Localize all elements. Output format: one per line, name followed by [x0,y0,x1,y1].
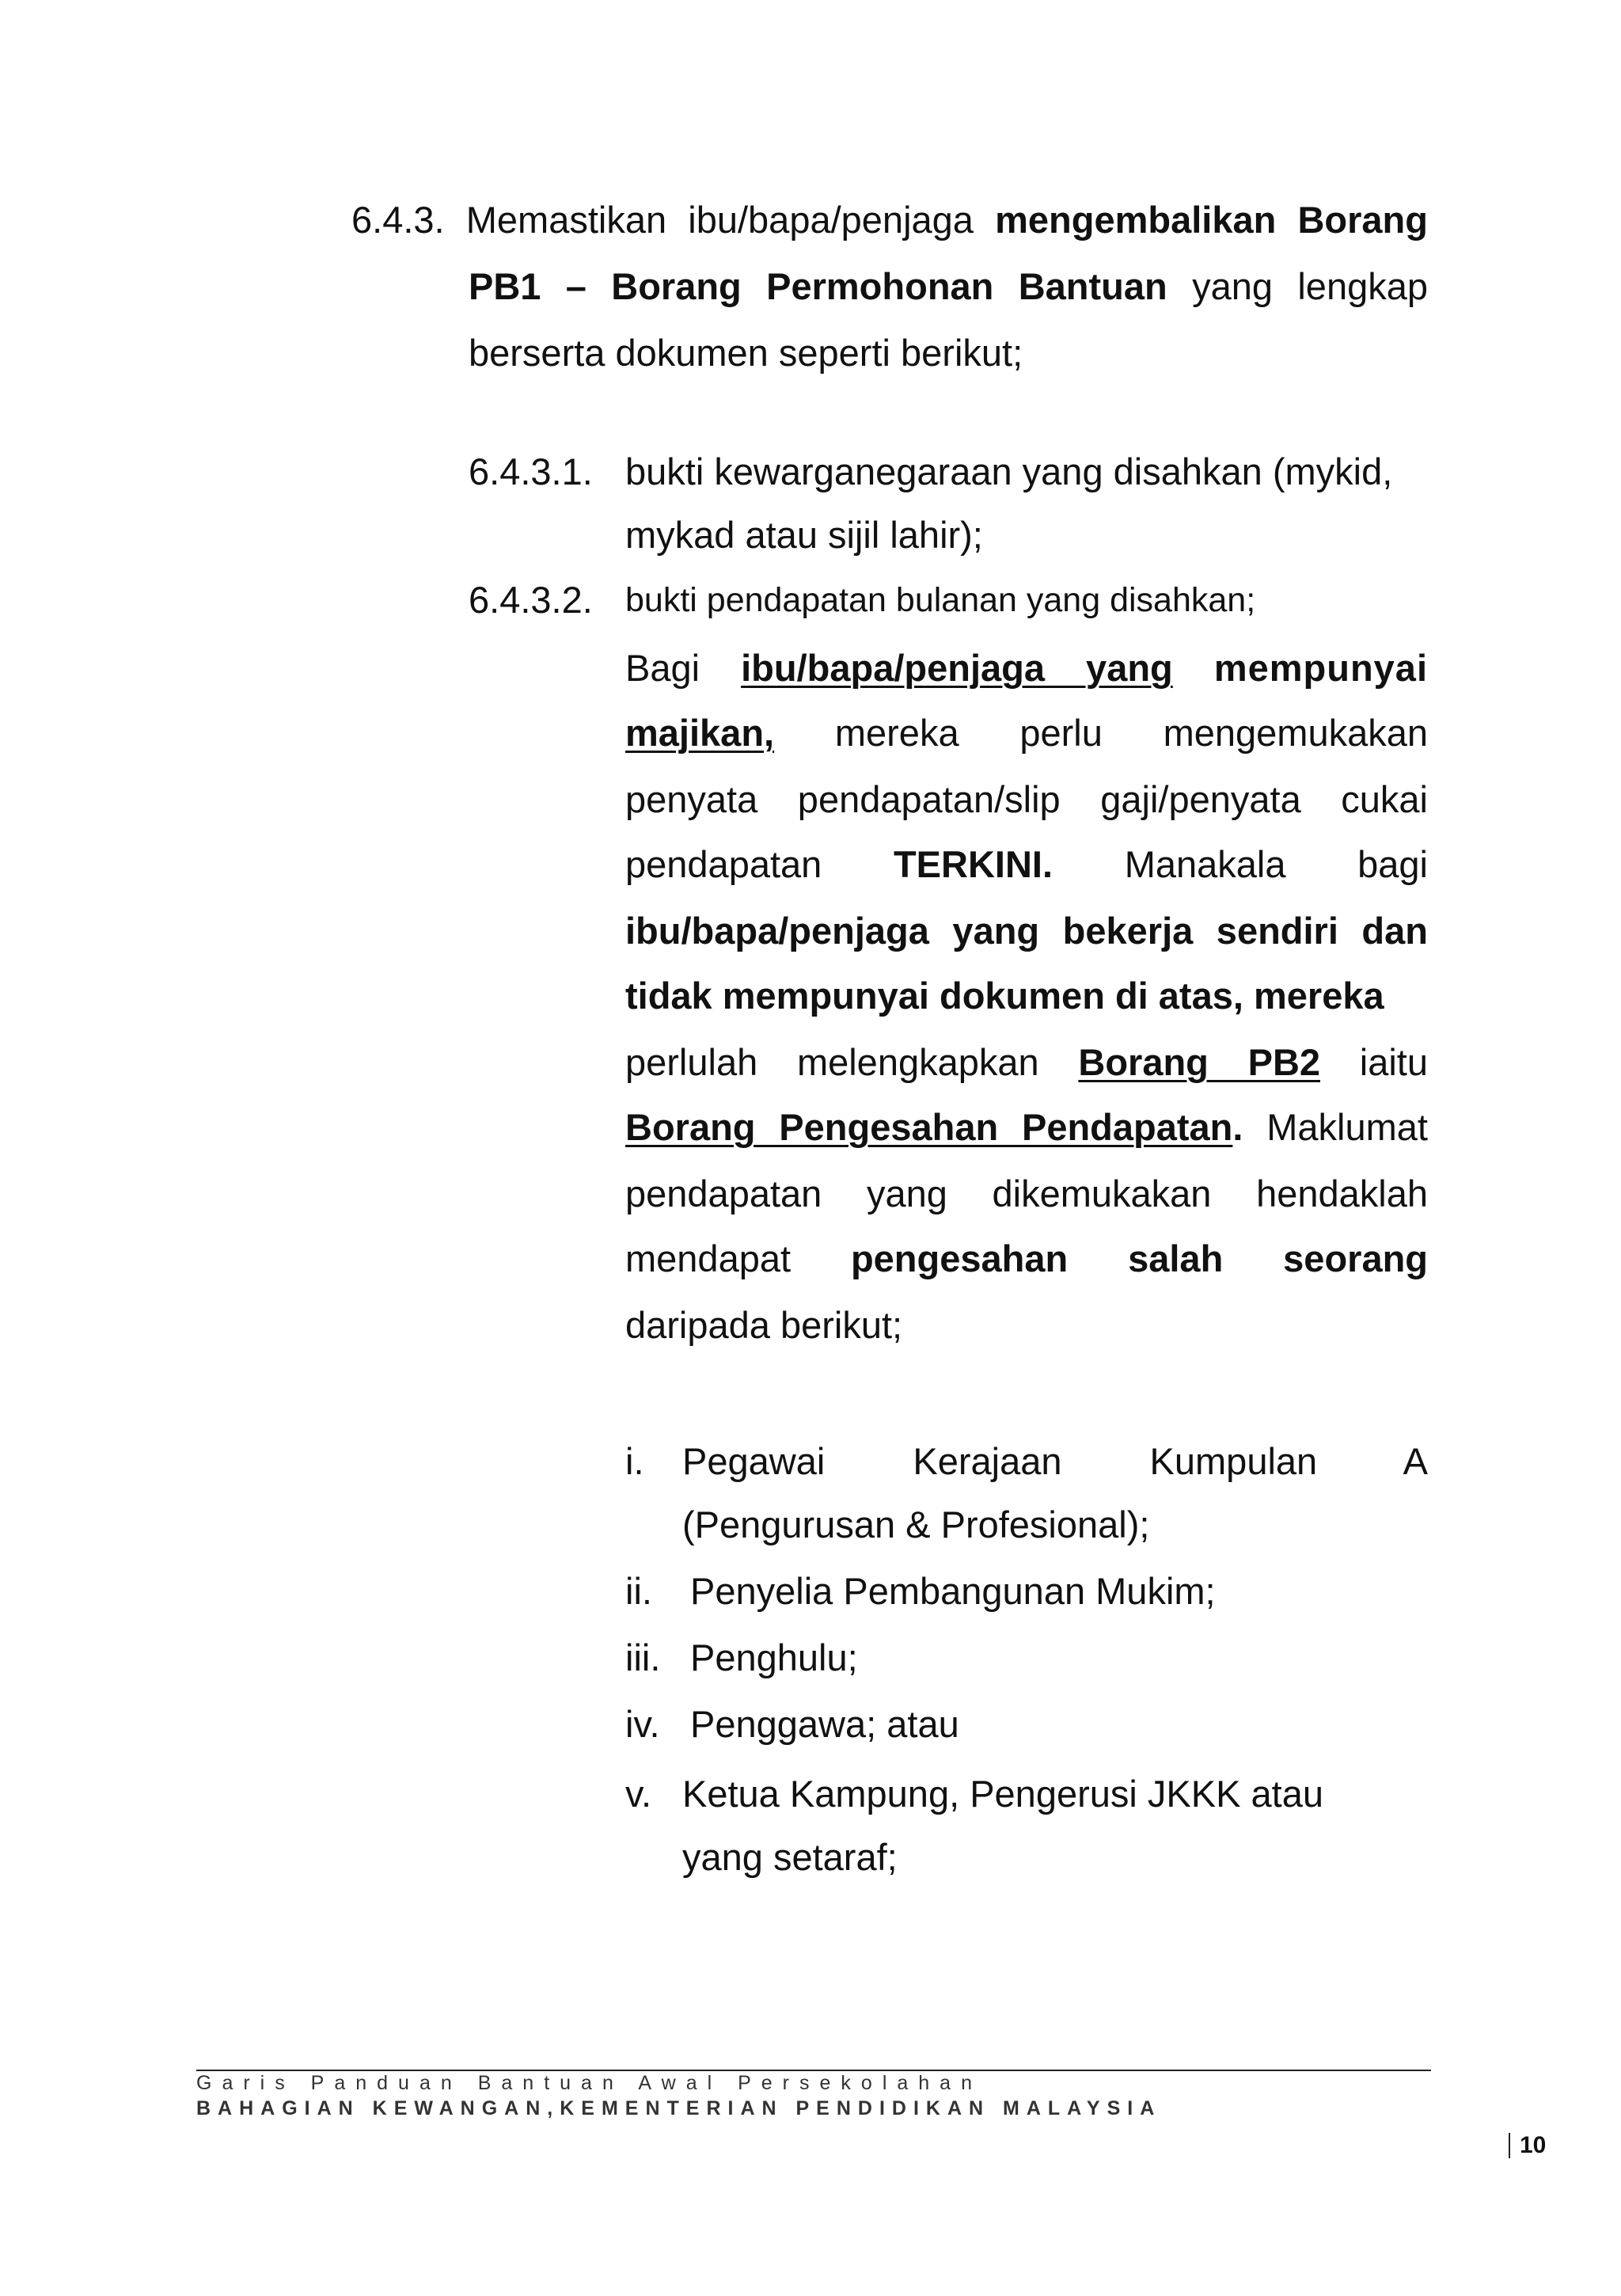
item-6431-line-1: bukti kewarganegaraan yang disahkan (mykid, [625,450,1393,492]
item-643-number: 6.4.3. [351,199,445,241]
item-6431-number: 6.4.3.1. [469,450,593,492]
list-item-1-marker: i. [625,1440,644,1482]
page-number: 10 [1520,2132,1547,2158]
paragraph-line-8: Borang Pengesahan Pendapatan. Maklumat [625,1106,1428,1148]
item-6432-line-1: bukti pendapatan bulanan yang disahkan; [625,581,1256,619]
paragraph-line-11: daripada berikut; [625,1304,903,1346]
paragraph-line-5: ibu/bapa/penjaga yang bekerja sendiri dan [625,910,1428,952]
list-item-1-line-2: (Pengurusan & Profesional); [682,1503,1150,1545]
list-item-4-line-1: Penggawa; atau [690,1703,959,1745]
item-643-line-1: 6.4.3. Memastikan ibu/bapa/penjaga mengembalikan Borang [351,199,1428,241]
list-item-3-line-1: Penghulu; [690,1636,858,1678]
paragraph-line-4: pendapatan TERKINI. Manakala bagi [625,843,1428,885]
item-6432-number: 6.4.3.2. [469,579,593,621]
footer-title: Garis Panduan Bantuan Awal Persekolahan [196,2072,982,2094]
page-number-divider [1509,2133,1510,2158]
list-item-1-line-1: Pegawai Kerajaan Kumpulan A [682,1440,1428,1482]
paragraph-line-6: tidak mempunyai dokumen di atas, mereka [625,975,1384,1017]
item-6431-line-2: mykad atau sijil lahir); [625,514,983,556]
paragraph-line-7: perlulah melengkapkan Borang PB2 iaitu [625,1041,1428,1083]
paragraph-line-9: pendapatan yang dikemukakan hendaklah [625,1173,1428,1215]
paragraph-line-3: penyata pendapatan/slip gaji/penyata cukai [625,778,1428,820]
paragraph-line-2: majikan, mereka perlu mengemukakan [625,712,1429,754]
list-item-2-marker: ii. [625,1570,652,1612]
list-item-5-line-1: Ketua Kampung, Pengerusi JKKK atau [682,1773,1323,1815]
item-643-line-3: berserta dokumen seperti berikut; [469,332,1023,374]
list-item-5-marker: v. [625,1773,652,1815]
footer-department: BAHAGIAN KEWANGAN,KEMENTERIAN PENDIDIKAN MALAYSIA [196,2097,1162,2119]
list-item-2-line-1: Penyelia Pembangunan Mukim; [690,1570,1216,1612]
paragraph-line-10: mendapat pengesahan salah seorang [625,1237,1429,1279]
list-item-5-line-2: yang setaraf; [682,1836,898,1878]
item-643-line-2: PB1 – Borang Permohonan Bantuan yang lengkap [469,265,1428,307]
list-item-3-marker: iii. [625,1636,661,1678]
paragraph-line-1: Bagi ibu/bapa/penjaga yang mempunyai [625,647,1428,689]
list-item-4-marker: iv. [625,1703,660,1745]
